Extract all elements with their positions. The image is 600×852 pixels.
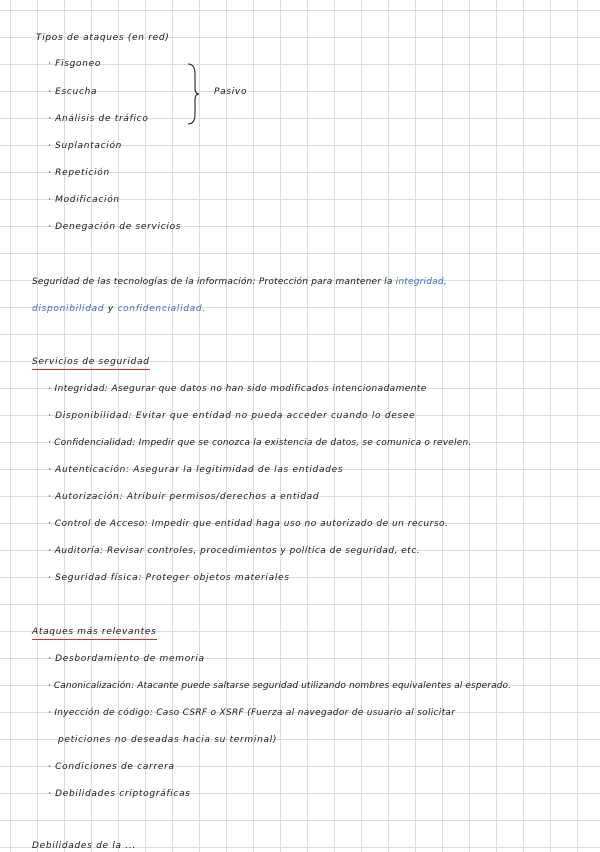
list-item: · Modificación xyxy=(48,195,120,205)
definition-line-2: disponibilidad y confidencialidad. xyxy=(32,304,206,314)
list-item: · Auditoría: Revisar controles, procedimientos y política de seguridad, etc. xyxy=(48,546,421,556)
section-title-relevant-attacks: Ataques más relevantes xyxy=(32,626,157,640)
definition-line-1: Seguridad de las tecnologías de la información: Protección para mantener la integridad, xyxy=(32,277,447,287)
list-item: · Inyección de código: Caso CSRF o XSRF (Fuerza al navegador de usuario al solicitar xyxy=(48,708,456,718)
list-item: · Condiciones de carrera xyxy=(48,762,175,772)
list-item: · Escucha xyxy=(48,87,98,97)
list-item-continuation: peticiones no deseadas hacia su terminal) xyxy=(58,735,278,745)
brace-icon xyxy=(186,62,200,126)
list-item: · Suplantación xyxy=(48,141,123,151)
list-item: · Autorización: Atribuir permisos/derechos a entidad xyxy=(48,492,320,502)
cut-off-heading: Debilidades de la ... xyxy=(32,841,136,851)
list-item: · Confidencialidad: Impedir que se conozca la existencia de datos, se comunica o revelen. xyxy=(48,438,472,448)
section-title-security-services: Servicios de seguridad xyxy=(32,356,150,370)
list-item: · Integridad: Asegurar que datos no han sido modificados intencionadamente xyxy=(48,384,427,394)
list-item: · Desbordamiento de memoria xyxy=(48,654,205,664)
list-item: · Control de Acceso: Impedir que entidad haga uso no autorizado de un recurso. xyxy=(48,519,449,529)
list-item: · Fisgoneo xyxy=(48,59,102,69)
list-item: · Repetición xyxy=(48,168,110,178)
list-item: · Disponibilidad: Evitar que entidad no pueda acceder cuando lo desee xyxy=(48,411,416,421)
list-item: · Autenticación: Asegurar la legitimidad de las entidades xyxy=(48,465,344,475)
section-title-attack-types: Tipos de ataques (en red) xyxy=(36,33,170,43)
list-item: · Análisis de tráfico xyxy=(48,114,149,124)
list-item: · Canonicalización: Atacante puede saltarse seguridad utilizando nombres equivalentes al esperado. xyxy=(48,681,512,691)
list-item: · Debilidades criptográficas xyxy=(48,789,191,799)
brace-label: Pasivo xyxy=(214,87,248,97)
list-item: · Seguridad física: Proteger objetos materiales xyxy=(48,573,290,583)
list-item: · Denegación de servicios xyxy=(48,222,182,232)
